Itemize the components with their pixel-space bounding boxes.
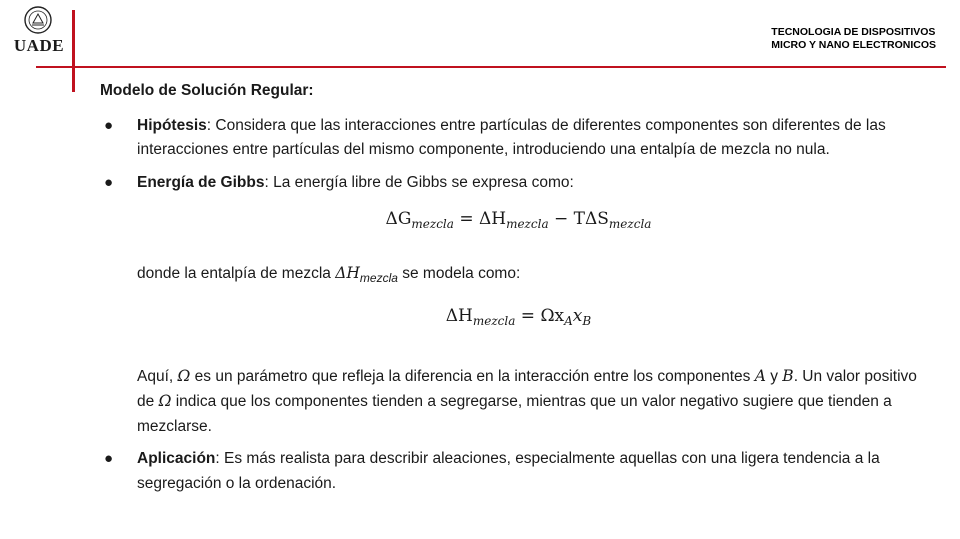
red-vertical-rule	[72, 10, 75, 92]
university-seal-icon	[24, 6, 52, 34]
aqui-paragraph: Aquí, Ω es un parámetro que refleja la diferencia en la interacción entre los componentes A y B. Un valor positivo de Ω indica que los componentes tienden a segregarse, mientras que un valor negativo sugiere que tienden a mezclarse.	[137, 366, 917, 435]
bullet-term: Energía de Gibbs	[137, 173, 265, 191]
gibbs-equation: $\Delta G_{mezcla} = \Delta H_{mezcla} - T\Delta S_{mezcla}$	[385, 209, 652, 231]
bullet-dot-icon: ●	[104, 450, 114, 467]
bullet-term: Hipótesis	[137, 116, 207, 134]
bullet-term: Aplicación	[137, 450, 216, 467]
bullet-text: : Considera que las interacciones entre partículas de diferentes componentes son diferentes de las interacciones entre partículas del mismo componente, introduciendo una entalpía de mezcla no nula.	[137, 116, 886, 158]
bullet-hipotesis	[100, 114, 930, 163]
enthalpy-equation: $\Delta H_{mezcla} = \Omega x_Ax_B$	[445, 306, 592, 328]
course-title-line2: MICRO Y NANO ELECTRONICOS	[771, 39, 936, 51]
bullet-text: : Es más realista para describir aleaciones, especialmente aquellas con una ligera tendencia a la segregación o la ordenación.	[137, 450, 880, 492]
course-title	[771, 26, 936, 52]
bullet-aplicacion	[100, 447, 930, 496]
logo-text: UADE	[13, 36, 65, 55]
bullet-text: : La energía libre de Gibbs se expresa como:	[264, 173, 574, 191]
bullet-list	[100, 114, 930, 497]
bullet-dot-icon: ●	[104, 173, 114, 191]
bullet-dot-icon: ●	[104, 116, 114, 134]
slide-content	[100, 76, 930, 496]
donde-paragraph: donde la entalpía de mezcla $\Delta H_{mezcla}$ se modela como:	[137, 263, 521, 285]
red-horizontal-rule	[36, 66, 946, 68]
course-title-line1: TECNOLOGIA DE DISPOSITIVOS	[771, 26, 936, 38]
uade-logo	[8, 6, 68, 58]
bullet-gibbs	[100, 171, 930, 440]
slide-title: Modelo de Solución Regular:	[100, 82, 314, 99]
